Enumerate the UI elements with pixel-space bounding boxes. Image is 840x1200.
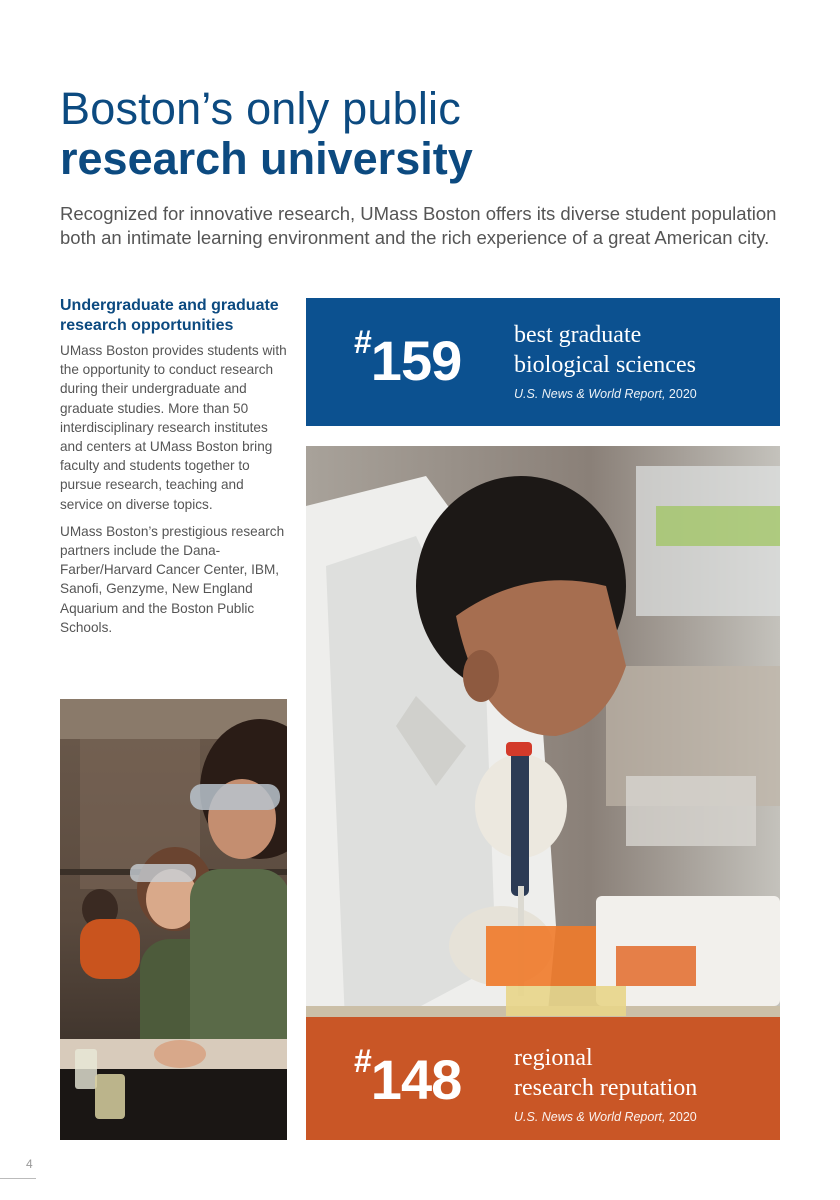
stat-box-research-reputation: [306, 1017, 780, 1140]
stat-source-name: U.S. News & World Report,: [514, 387, 666, 401]
stat-rank-148: [354, 1043, 462, 1112]
stat-source-year: 2020: [665, 387, 697, 401]
stat-description: [514, 1043, 697, 1103]
stat-desc-line-2: research reputation: [514, 1075, 698, 1101]
stat-rank-159: [354, 324, 462, 393]
page-headline: [60, 84, 780, 184]
stat-hash: #: [354, 1043, 371, 1079]
sidebar-paragraph-2: UMass Boston’s prestigious research partners include the Dana-Farber/Harvard Cancer Center, IBM, Sanofi, Genzyme, New England Aquarium and the Boston Public Schools.: [60, 523, 285, 635]
stat-desc-line-1: best graduate: [514, 322, 642, 348]
intro-paragraph: Recognized for innovative research, UMass Boston offers its diverse student population both an intimate learning environment and the rich experience of a great American city.: [60, 203, 777, 248]
stat-source-name: U.S. News & World Report,: [514, 1110, 666, 1124]
page-number: 4: [26, 1157, 33, 1171]
stat-source-year: 2020: [665, 1110, 697, 1124]
stat-number: 159: [370, 329, 462, 392]
stat-number: 148: [370, 1048, 462, 1111]
stat-hash: #: [354, 324, 371, 360]
stat-source: [514, 387, 697, 401]
headline-line-2: research university: [60, 133, 473, 184]
sidebar-paragraph-1: UMass Boston provides students with the opportunity to conduct research during their undergraduate and graduate studies. More than 50 interdisciplinary research institutes and centers at UMass Boston bring faculty and students together to pursue research, teaching and service on diverse topics.: [60, 343, 287, 512]
students-lab-photo: [60, 699, 287, 1140]
stat-description: [514, 320, 696, 380]
research-sidebar: [60, 296, 290, 645]
stat-source: [514, 1110, 697, 1124]
headline-line-1: Boston’s only public: [60, 83, 461, 134]
stat-desc-line-2: biological sciences: [514, 352, 696, 378]
sidebar-heading: Undergraduate and graduate research opportunities: [60, 297, 279, 334]
stat-desc-line-1: regional: [514, 1045, 593, 1071]
page-number-rule: [0, 1178, 36, 1179]
stat-box-biological-sciences: [306, 298, 780, 426]
